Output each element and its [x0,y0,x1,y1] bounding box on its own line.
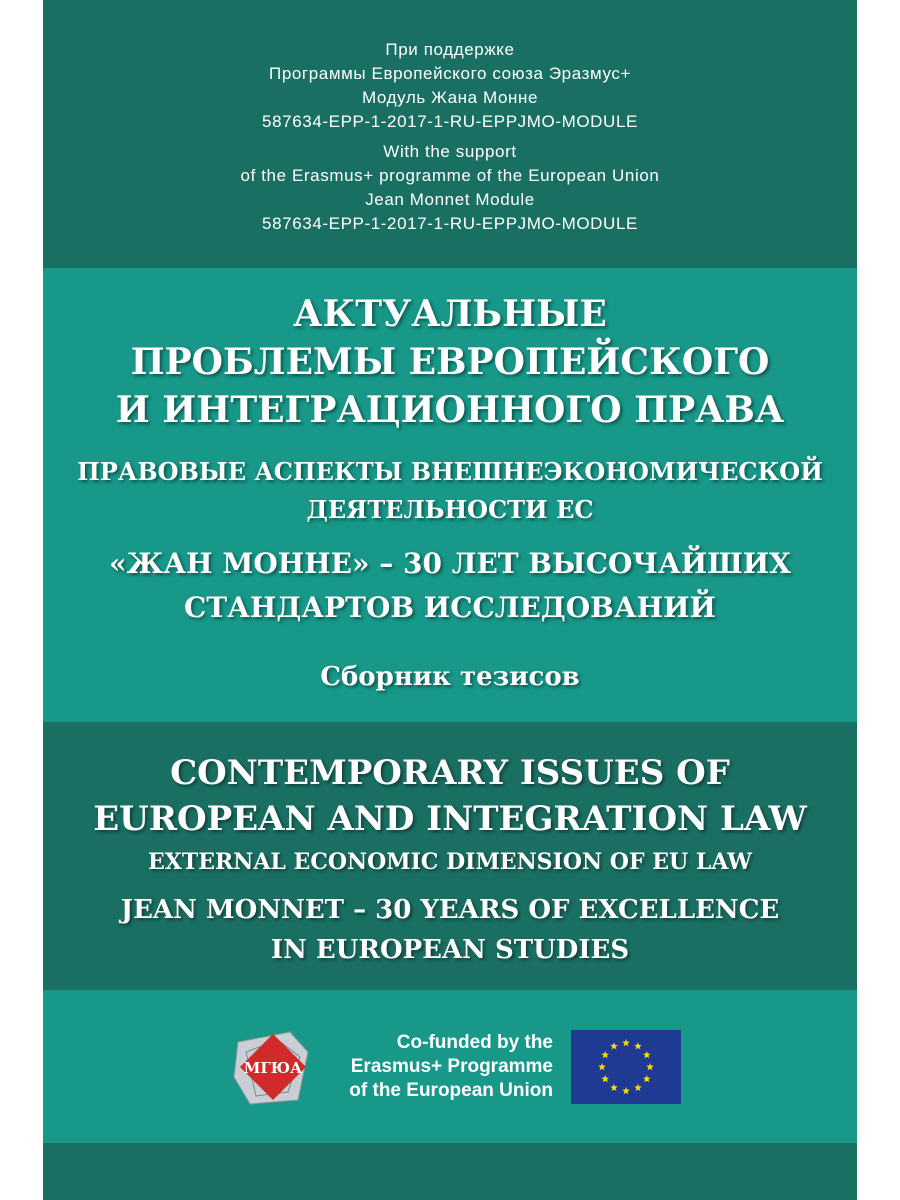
cofunded-text [331,1031,553,1103]
support-ru-line: При поддержке [385,40,515,59]
jean-monnet-ru [43,542,857,630]
subtitle-ru-line: ПРАВОВЫЕ АСПЕКТЫ ВНЕШНЕЭКОНОМИЧЕСКОЙ [77,457,823,486]
subtitle-ru-line: ДЕЯТЕЛЬНОСТИ ЕС [306,495,594,524]
cofunded-line: Co-funded by the [396,1032,553,1053]
title-en-line: CONTEMPORARY ISSUES OF [170,753,730,793]
support-ru-line: Программы Европейского союза Эразмус+ [269,64,631,83]
title-ru-line: АКТУАЛЬНЫЕ [293,293,607,335]
support-ru-line: Модуль Жана Монне [361,88,539,107]
jean-monnet-ru-line: СТАНДАРТОВ ИССЛЕДОВАНИЙ [183,591,717,624]
title-ru-line: ПРОБЛЕМЫ ЕВРОПЕЙСКОГО [130,341,770,383]
mgua-logo [228,1022,318,1112]
subtitle-en: EXTERNAL ECONOMIC DIMENSION OF EU LAW [147,849,752,875]
bottom-band [43,1143,857,1200]
support-ru-line: 587634-EPP-1-2017-1-RU-EPPJMO-MODULE [262,112,638,131]
support-en-line: With the support [383,142,517,161]
title-ru [43,290,857,434]
title-en-line: EUROPEAN AND INTEGRATION LAW [93,799,807,839]
jean-monnet-en [43,890,857,970]
title-en [43,750,857,842]
support-en-line: of the Erasmus+ programme of the European Union [240,166,660,185]
subtitle-ru [43,453,857,529]
support-en-line: Jean Monnet Module [365,190,535,209]
mgua-logo-text: МГЮА [243,1059,303,1077]
eu-flag-icon [571,1030,681,1104]
jean-monnet-ru-line: «ЖАН МОННЕ» – 30 ЛЕТ ВЫСОЧАЙШИХ [109,547,791,580]
support-notice [43,38,857,236]
support-en-line: 587634-EPP-1-2017-1-RU-EPPJMO-MODULE [262,214,638,233]
book-cover [43,0,857,1200]
title-ru-line: И ИНТЕГРАЦИОННОГО ПРАВА [115,389,785,431]
collection-label: Сборник тезисов [320,662,580,692]
jean-monnet-en-line: JEAN MONNET – 30 YEARS OF EXCELLENCE [120,895,780,925]
cofunded-line: of the European Union [349,1080,553,1101]
cofunded-line: Erasmus+ Programme [350,1056,553,1077]
jean-monnet-en-line: IN EUROPEAN STUDIES [270,935,630,965]
